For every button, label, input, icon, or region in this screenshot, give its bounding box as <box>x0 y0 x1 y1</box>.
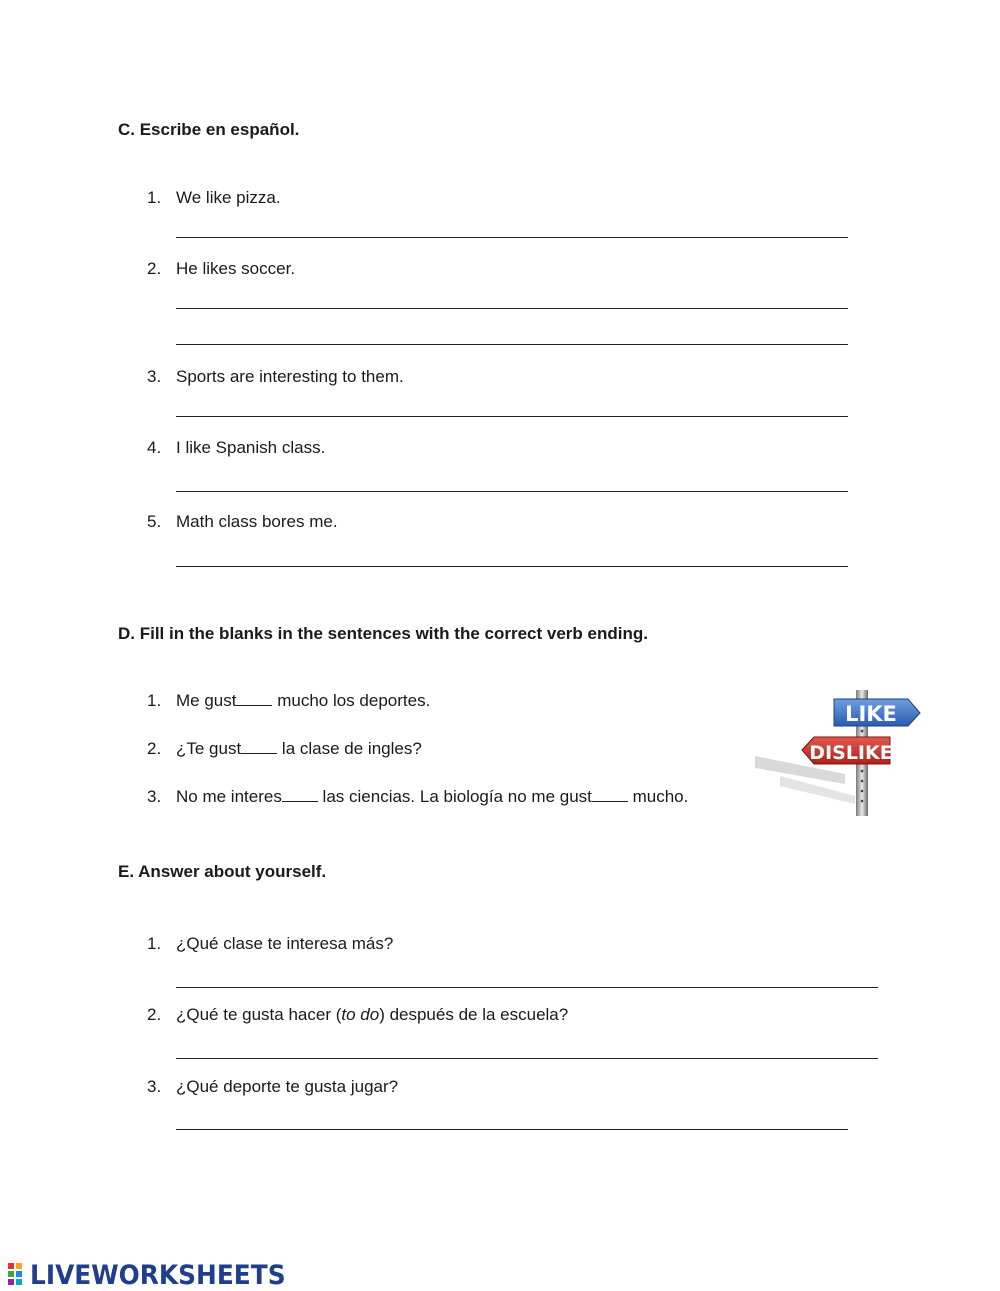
like-dislike-sign-illustration <box>750 686 930 822</box>
c-item-5-text: Math class bores me. <box>176 512 338 531</box>
d-item-3-blank-1[interactable] <box>282 787 318 802</box>
d-item-1-blank[interactable] <box>236 691 272 706</box>
d-item-3-blank-2[interactable] <box>592 787 628 802</box>
e-answer-line-2[interactable] <box>176 1058 878 1059</box>
c-answer-line-3[interactable] <box>176 416 848 417</box>
c-item-3-text: Sports are interesting to them. <box>176 367 404 386</box>
d-item-3-part-a: No me interes <box>176 787 282 806</box>
section-d-title: D. Fill in the blanks in the sentences with the correct verb ending. <box>118 624 648 643</box>
e-item-2-emphasis: to do <box>341 1005 380 1024</box>
liveworksheets-brand[interactable]: LIVEWORKSHEETS <box>30 1260 286 1291</box>
d-item-1-number: 1. <box>147 691 162 710</box>
e-item-3-text: ¿Qué deporte te gusta jugar? <box>176 1077 399 1096</box>
c-item-4-text: I like Spanish class. <box>176 438 326 457</box>
c-item-4-number: 4. <box>147 438 162 457</box>
d-item-2-blank[interactable] <box>241 739 277 754</box>
c-item-3-number: 3. <box>147 367 162 386</box>
e-answer-line-1[interactable] <box>176 987 878 988</box>
dislike-label: DISLIKE <box>809 742 893 764</box>
d-item-2-part-b: la clase de ingles? <box>277 739 422 758</box>
c-item-2-text: He likes soccer. <box>176 259 296 278</box>
e-item-2-pre: ¿Qué te gusta hacer ( <box>176 1005 342 1024</box>
e-item-2-number: 2. <box>147 1005 162 1024</box>
d-item-3-sentence <box>176 787 688 807</box>
like-label: LIKE <box>845 702 897 726</box>
d-item-1-part-a: Me gust <box>176 691 237 710</box>
c-item-5-number: 5. <box>147 512 162 531</box>
c-item-1-number: 1. <box>147 188 162 207</box>
d-item-2-number: 2. <box>147 739 162 758</box>
c-answer-line-2a[interactable] <box>176 308 848 309</box>
e-item-1-text: ¿Qué clase te interesa más? <box>176 934 394 953</box>
e-item-2-text <box>176 1005 568 1025</box>
d-item-2-part-a: ¿Te gust <box>176 739 242 758</box>
e-answer-line-3[interactable] <box>176 1129 848 1130</box>
c-answer-line-2b[interactable] <box>176 344 848 345</box>
e-item-2-post: ) después de la escuela? <box>379 1005 569 1024</box>
d-item-3-part-b: las ciencias. La biología no me gust <box>317 787 592 806</box>
d-item-1-part-b: mucho los deportes. <box>272 691 431 710</box>
section-c-title: C. Escribe en español. <box>118 120 300 139</box>
c-item-1-text: We like pizza. <box>176 188 281 207</box>
d-item-2-sentence <box>176 739 422 759</box>
d-item-1-sentence <box>176 691 430 711</box>
c-answer-line-4[interactable] <box>176 491 848 492</box>
c-answer-line-5[interactable] <box>176 566 848 567</box>
section-e-title: E. Answer about yourself. <box>118 862 327 881</box>
d-item-3-number: 3. <box>147 787 162 806</box>
e-item-1-number: 1. <box>147 934 162 953</box>
c-answer-line-1[interactable] <box>176 237 848 238</box>
e-item-3-number: 3. <box>147 1077 162 1096</box>
liveworksheets-logo-icon <box>8 1263 30 1285</box>
c-item-2-number: 2. <box>147 259 162 278</box>
d-item-3-part-c: mucho. <box>627 787 689 806</box>
